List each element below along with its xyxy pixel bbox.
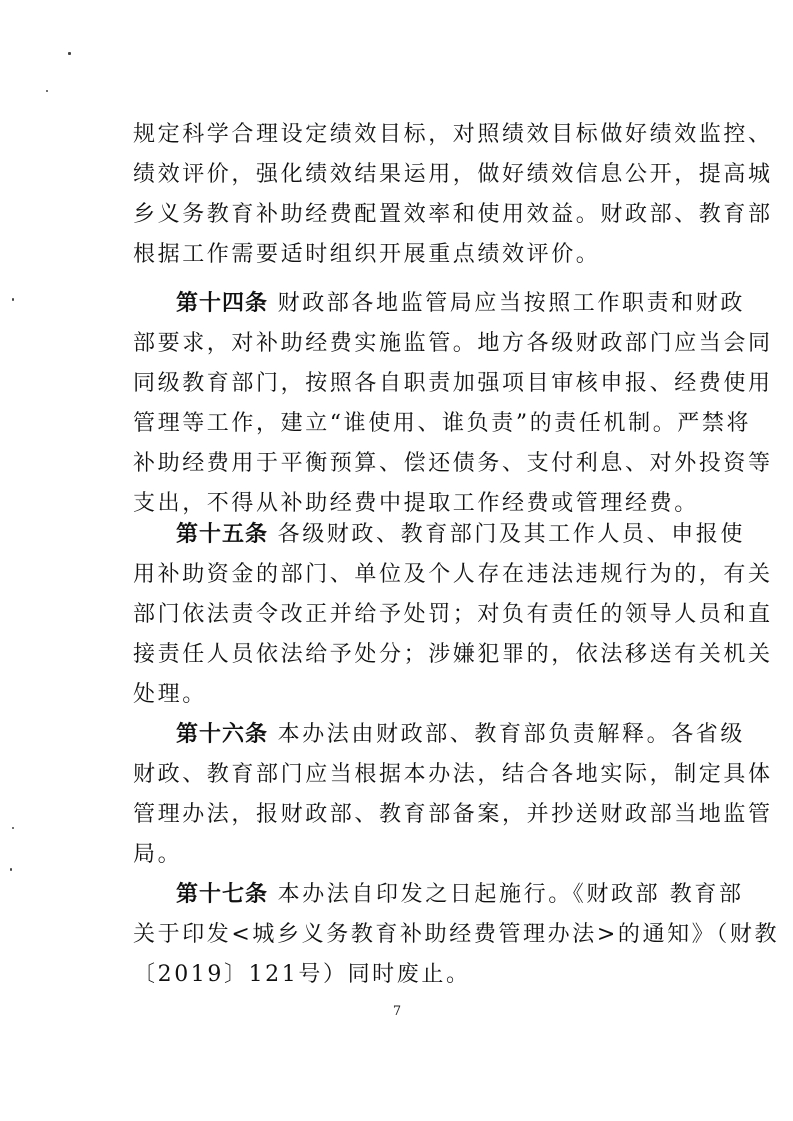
article-17-text: 本办法自印发之日起施行。《财政部 教育部 xyxy=(277,882,744,907)
text-line: 接责任人员依法给予处分；涉嫌犯罪的，依法移送有关机关 xyxy=(133,642,773,667)
text-line: 财政、教育部门应当根据本办法，结合各地实际，制定具体 xyxy=(133,762,773,787)
article-16-text: 本办法由财政部、教育部负责解释。各省级 xyxy=(277,722,746,747)
page-number: 7 xyxy=(392,1004,402,1019)
text-line: 局。 xyxy=(133,842,183,867)
article-14-heading: 第十四条 xyxy=(176,291,269,316)
text-line: 乡义务教育补助经费配置效率和使用效益。财政部、教育部 xyxy=(133,202,773,227)
text-line: 关于印发<城乡义务教育补助经费管理办法>的通知》（财教 xyxy=(133,922,780,947)
scan-speck xyxy=(46,90,48,92)
text-line: 〔2019〕121号）同时废止。 xyxy=(133,962,471,987)
scan-speck xyxy=(10,868,12,871)
text-line: 绩效评价，强化绩效结果运用，做好绩效信息公开，提高城 xyxy=(133,162,773,187)
text-line: 用补助资金的部门、单位及个人存在违法违规行为的，有关 xyxy=(133,562,773,587)
text-line: 管理办法，报财政部、教育部备案，并抄送财政部当地监管 xyxy=(133,802,773,827)
text-line: 规定科学合理设定绩效目标，对照绩效目标做好绩效监控、 xyxy=(133,122,773,147)
scan-speck xyxy=(12,827,14,829)
text-line: 支出，不得从补助经费中提取工作经费或管理经费。 xyxy=(133,491,699,516)
text-line: 同级教育部门，按照各自职责加强项目审核申报、经费使用 xyxy=(133,371,773,396)
text-line: 根据工作需要适时组织开展重点绩效评价。 xyxy=(133,242,601,267)
scan-speck xyxy=(68,52,71,55)
article-14-first-line xyxy=(176,285,746,323)
text-line: 部要求，对补助经费实施监管。地方各级财政部门应当会同 xyxy=(133,331,773,356)
article-16-heading: 第十六条 xyxy=(176,722,269,747)
text-line: 部门依法责令改正并给予处罚；对负有责任的领导人员和直 xyxy=(133,602,773,627)
article-16-first-line xyxy=(176,716,746,754)
article-15-text: 各级财政、教育部门及其工作人员、申报使 xyxy=(277,522,746,547)
text-line: 处理。 xyxy=(133,682,207,707)
article-15-first-line xyxy=(176,516,746,554)
text-line: 管理等工作，建立“谁使用、谁负责”的责任机制。严禁将 xyxy=(133,411,752,436)
article-17-first-line xyxy=(176,876,744,914)
article-17-heading: 第十七条 xyxy=(176,882,269,907)
scan-speck xyxy=(12,298,14,301)
text-line: 补助经费用于平衡预算、偿还债务、支付利息、对外投资等 xyxy=(133,451,773,476)
article-15-heading: 第十五条 xyxy=(176,522,269,547)
article-14-text: 财政部各地监管局应当按照工作职责和财政 xyxy=(277,291,746,316)
